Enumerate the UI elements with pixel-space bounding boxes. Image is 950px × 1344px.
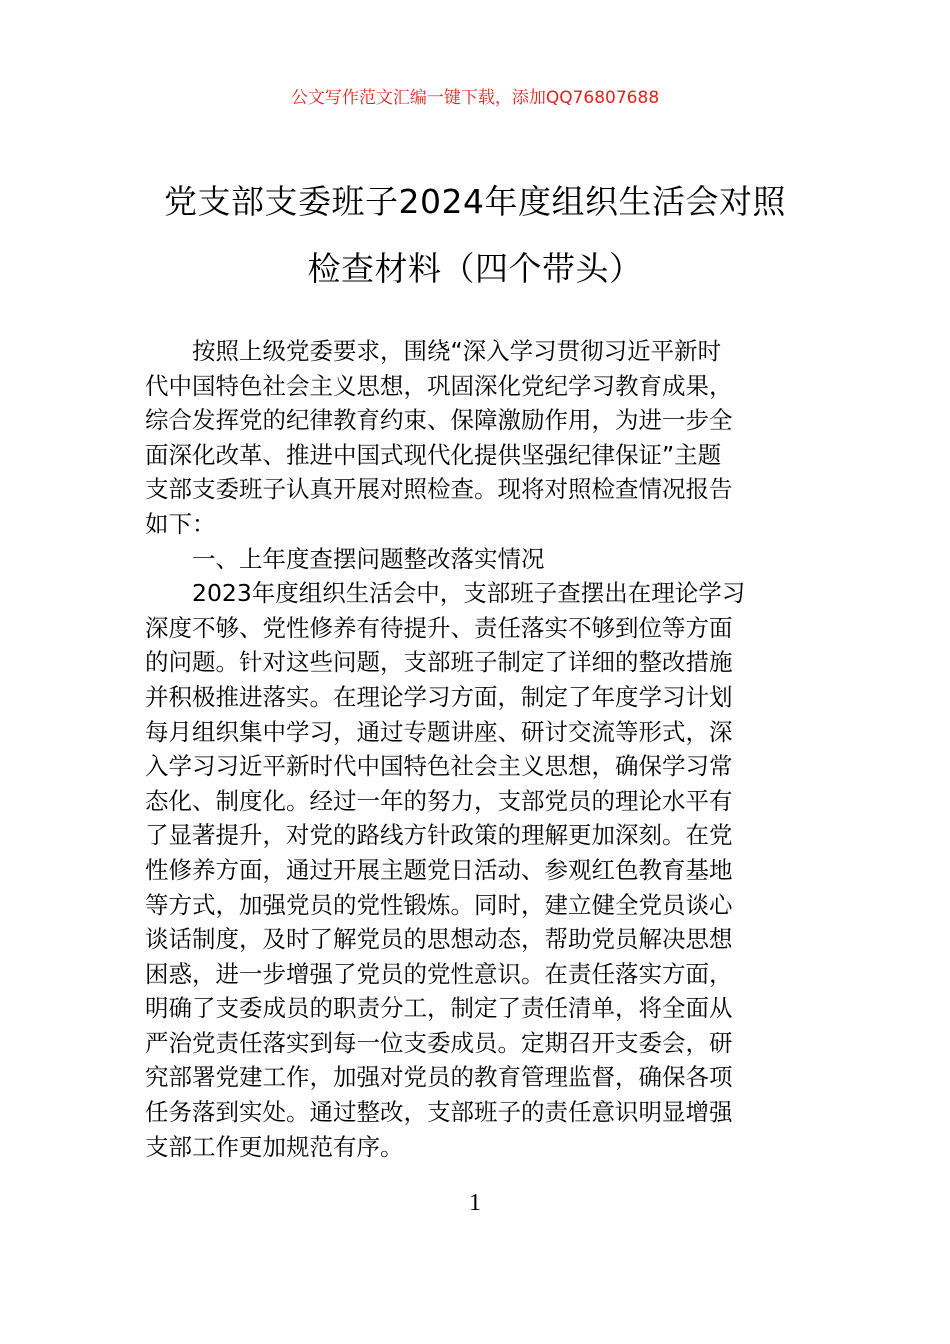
body-line: 究部署党建工作，加强对党员的教育管理监督，确保各项 [145, 1063, 733, 1092]
body-line: 支部支委班子认真开展对照检查。现将对照检查情况报告 [145, 475, 733, 504]
body-line: 面深化改革、推进中国式现代化提供坚强纪律保证”主题 [145, 440, 722, 469]
body-line: 严治党责任落实到每一位支委成员。定期召开支委会，研 [145, 1028, 733, 1057]
body-line: 态化、制度化。经过一年的努力，支部党员的理论水平有 [145, 786, 733, 815]
body-line: 明确了支委成员的职责分工，制定了责任清单，将全面从 [145, 994, 733, 1023]
title-line: 党支部支委班子2024年度组织生活会对照 [164, 182, 786, 221]
body-line: 任务落到实处。通过整改，支部班子的责任意识明显增强 [145, 1098, 733, 1127]
document-title [120, 168, 830, 302]
body-line: 了显著提升，对党的路线方针政策的理解更加深刻。在党 [145, 821, 733, 850]
document-body [145, 334, 810, 1164]
body-line: 每月组织集中学习，通过专题讲座、研讨交流等形式，深 [145, 717, 733, 746]
body-line: 按照上级党委要求，围绕“深入学习贯彻习近平新时 [145, 337, 722, 365]
title-line: 检查材料（四个带头） [307, 249, 643, 288]
body-line: 综合发挥党的纪律教育约束、保障激励作用，为进一步全 [145, 406, 733, 435]
body-line: 等方式，加强党员的党性锻炼。同时，建立健全党员谈心 [145, 890, 733, 919]
body-line: 如下： [145, 509, 216, 538]
body-line: 支部工作更加规范有序。 [145, 1132, 404, 1161]
section-heading: 一、上年度查摆问题整改落实情况 [145, 544, 545, 573]
download-promo-note: 公文写作范文汇编一键下载，添加QQ76807688 [290, 88, 660, 108]
body-line: 谈话制度，及时了解党员的思想动态，帮助党员解决思想 [145, 925, 733, 954]
body-line: 的问题。针对这些问题，支部班子制定了详细的整改措施 [145, 648, 733, 677]
body-line: 深度不够、党性修养有待提升、责任落实不够到位等方面 [145, 613, 733, 642]
body-line: 2023年度组织生活会中，支部班子查摆出在理论学习 [145, 579, 746, 608]
body-line: 性修养方面，通过开展主题党日活动、参观红色教育基地 [145, 855, 733, 884]
body-line: 困惑，进一步增强了党员的党性意识。在责任落实方面， [145, 959, 733, 988]
body-line: 入学习习近平新时代中国特色社会主义思想，确保学习常 [145, 752, 733, 781]
body-line: 并积极推进落实。在理论学习方面，制定了年度学习计划 [145, 682, 733, 711]
page-number: 1 [469, 1190, 481, 1216]
body-line: 代中国特色社会主义思想，巩固深化党纪学习教育成果， [145, 371, 733, 400]
